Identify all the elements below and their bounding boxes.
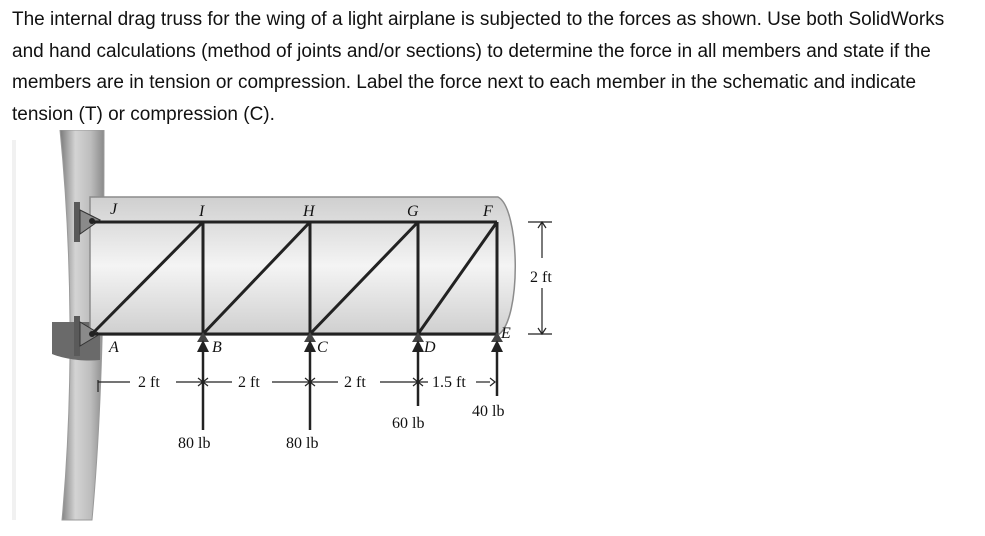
joint-label-D: D [424, 339, 436, 356]
joint-label-G: G [407, 203, 419, 220]
joint-label-I: I [199, 203, 205, 220]
load-label-E: 40 lb [472, 403, 505, 420]
problem-statement: The internal drag truss for the wing of a light airplane is subjected to the forces as shown. Use both SolidWorks and hand calculations (method of joints and/or sections) to determine the force in all members and state if the members are in tension or compression. Label the force next to each member in the schematic and indicate tension (T) or compression (C). [12, 9, 945, 125]
joint-label-A: A [109, 339, 119, 356]
joint-label-H: H [303, 203, 315, 220]
load-label-C: 80 lb [286, 435, 319, 452]
dimension-label-height: 2 ft [530, 269, 552, 286]
dimension-label-4: 1.5 ft [432, 374, 466, 391]
drag-truss-figure [0, 130, 985, 536]
load-label-D: 60 lb [392, 415, 425, 432]
dimension-label-3: 2 ft [344, 374, 366, 391]
dimension-label-1: 2 ft [138, 374, 160, 391]
scan-artifact [12, 140, 16, 520]
joint-label-J: J [110, 201, 118, 218]
joint-label-E: E [501, 325, 511, 342]
load-label-B: 80 lb [178, 435, 211, 452]
joint-label-C: C [317, 339, 328, 356]
joint-label-B: B [212, 339, 222, 356]
joint-label-F: F [483, 203, 493, 220]
dimension-label-2: 2 ft [238, 374, 260, 391]
